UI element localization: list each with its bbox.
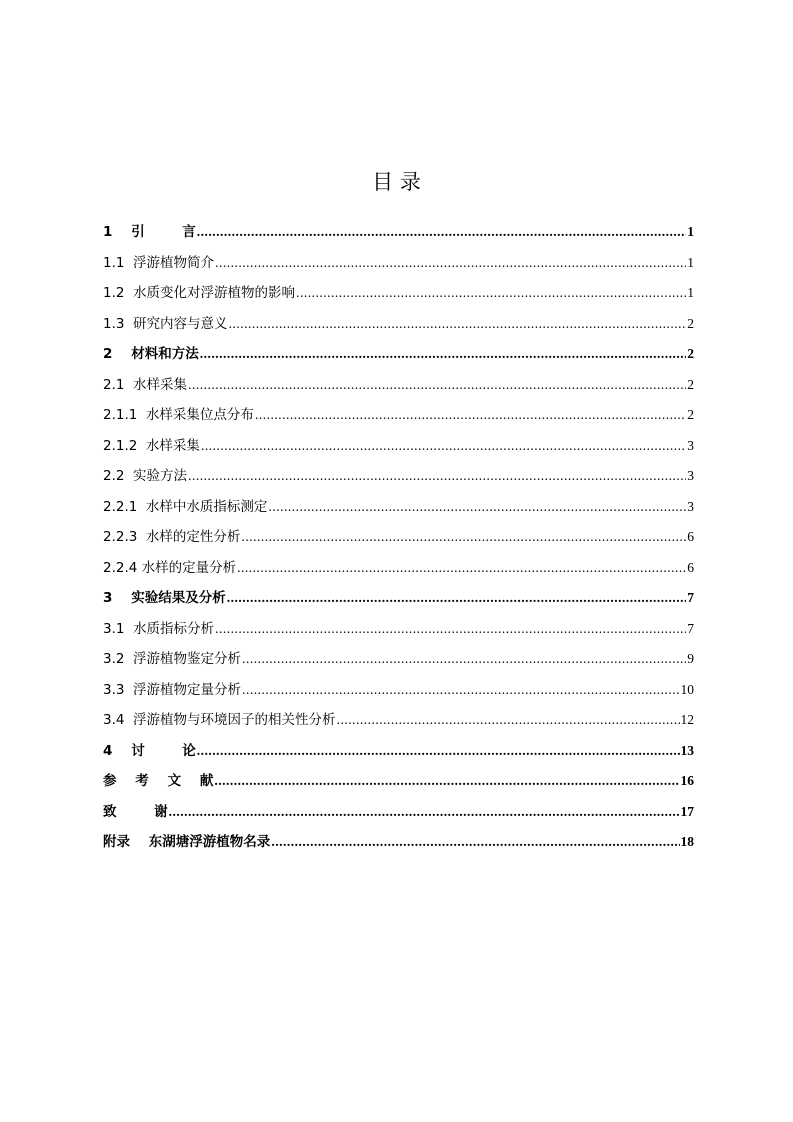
toc-entry[interactable] [103,800,694,831]
toc-entry-page-number: 16 [680,773,694,788]
toc-entry[interactable] [103,281,694,312]
toc-dot-leader [169,804,680,820]
toc-entry[interactable] [103,220,694,251]
toc-entry[interactable] [103,556,694,587]
toc-entry-page-number: 6 [687,559,694,575]
toc-entry-page-number: 9 [687,651,694,666]
toc-entry[interactable] [103,403,694,434]
toc-dot-leader [242,651,686,667]
toc-entry-label: 参 考 文 献 [103,773,214,789]
toc-entry-page-number: 2 [687,376,694,392]
toc-entry[interactable] [103,647,694,678]
toc-entry[interactable] [103,708,694,739]
toc-entry-label: 4 讨 论 [103,742,196,759]
toc-dot-leader [271,834,679,850]
toc-entry-label: 3.1 水质指标分析 [103,620,215,637]
toc-entry[interactable] [103,312,694,343]
toc-entry-page-number: 3 [687,468,694,483]
toc-entry-page-number: 6 [687,529,694,544]
toc-dot-leader [296,285,686,301]
toc-entry-page-number: 1 [687,285,694,300]
toc-entry-page-number: 12 [680,712,694,727]
toc-entry-label: 3 实验结果及分析 [103,590,226,606]
toc-dot-leader [200,346,687,362]
toc-dot-leader [214,773,679,789]
toc-entry-page-number: 2 [687,407,694,422]
toc-entry-label: 1.1 浮游植物简介 [103,254,215,271]
toc-entry-label: 致 谢 [103,803,168,820]
toc-dot-leader [268,499,686,515]
toc-dot-leader [255,407,686,423]
toc-entry-label: 2.1.2 水样采集 [103,437,200,454]
toc-entry-page-number: 1 [687,254,694,270]
toc-entry-page-number: 2 [687,346,694,361]
toc-entry[interactable] [103,464,694,495]
toc-dot-leader [215,621,686,637]
toc-entry-label: 3.2 浮游植物鉴定分析 [103,651,242,667]
toc-entry[interactable] [103,342,694,373]
toc-entry-label: 1.3 研究内容与意义 [103,315,228,332]
toc-entry[interactable] [103,617,694,648]
toc-entry[interactable] [103,434,694,465]
toc-dot-leader [237,560,686,576]
toc-entry-label: 2.1 水样采集 [103,376,188,393]
toc-dot-leader [188,377,686,393]
toc-entry[interactable] [103,586,694,617]
toc-entry[interactable] [103,251,694,282]
toc-entry[interactable] [103,525,694,556]
toc-entry-label: 2.2.4 水样的定量分析 [103,559,237,576]
toc-dot-leader [337,712,680,728]
toc-dot-leader [229,316,687,332]
toc-entry[interactable] [103,739,694,770]
toc-dot-leader [201,438,686,454]
toc-entry-label: 1.2 水质变化对浮游植物的影响 [103,285,296,301]
toc-dot-leader [197,743,680,759]
toc-entry-page-number: 2 [687,315,694,331]
toc-entry[interactable] [103,830,694,861]
toc-dot-leader [197,224,686,240]
toc-entry-label: 附录 东湖塘浮游植物名录 [103,834,271,850]
toc-entry-page-number: 7 [687,620,694,636]
toc-list [103,220,694,861]
toc-entry-page-number: 13 [680,742,694,758]
toc-entry-page-number: 10 [680,681,694,697]
toc-entry-page-number: 17 [680,803,694,819]
toc-entry-label: 1 引 言 [103,224,196,240]
toc-entry-page-number: 7 [687,590,694,605]
toc-entry[interactable] [103,495,694,526]
toc-dot-leader [188,468,686,484]
toc-dot-leader [241,529,686,545]
toc-entry[interactable] [103,769,694,800]
toc-entry[interactable] [103,373,694,404]
toc-title: 目 录 [372,170,421,194]
toc-entry-label: 2.2.3 水样的定性分析 [103,529,241,545]
toc-entry[interactable] [103,678,694,709]
toc-dot-leader [227,590,687,606]
toc-entry-label: 2.1.1 水样采集位点分布 [103,407,254,423]
toc-dot-leader [215,255,686,271]
toc-entry-label: 2.2 实验方法 [103,468,188,484]
toc-entry-label: 3.3 浮游植物定量分析 [103,681,242,698]
toc-entry-label: 2.2.1 水样中水质指标测定 [103,498,268,515]
toc-dot-leader [242,682,679,698]
toc-entry-page-number: 1 [687,224,694,239]
toc-entry-page-number: 3 [687,437,694,453]
toc-entry-label: 3.4 浮游植物与环境因子的相关性分析 [103,712,336,728]
toc-entry-page-number: 3 [687,498,694,514]
toc-entry-label: 2 材料和方法 [103,346,199,362]
toc-entry-page-number: 18 [680,834,694,849]
